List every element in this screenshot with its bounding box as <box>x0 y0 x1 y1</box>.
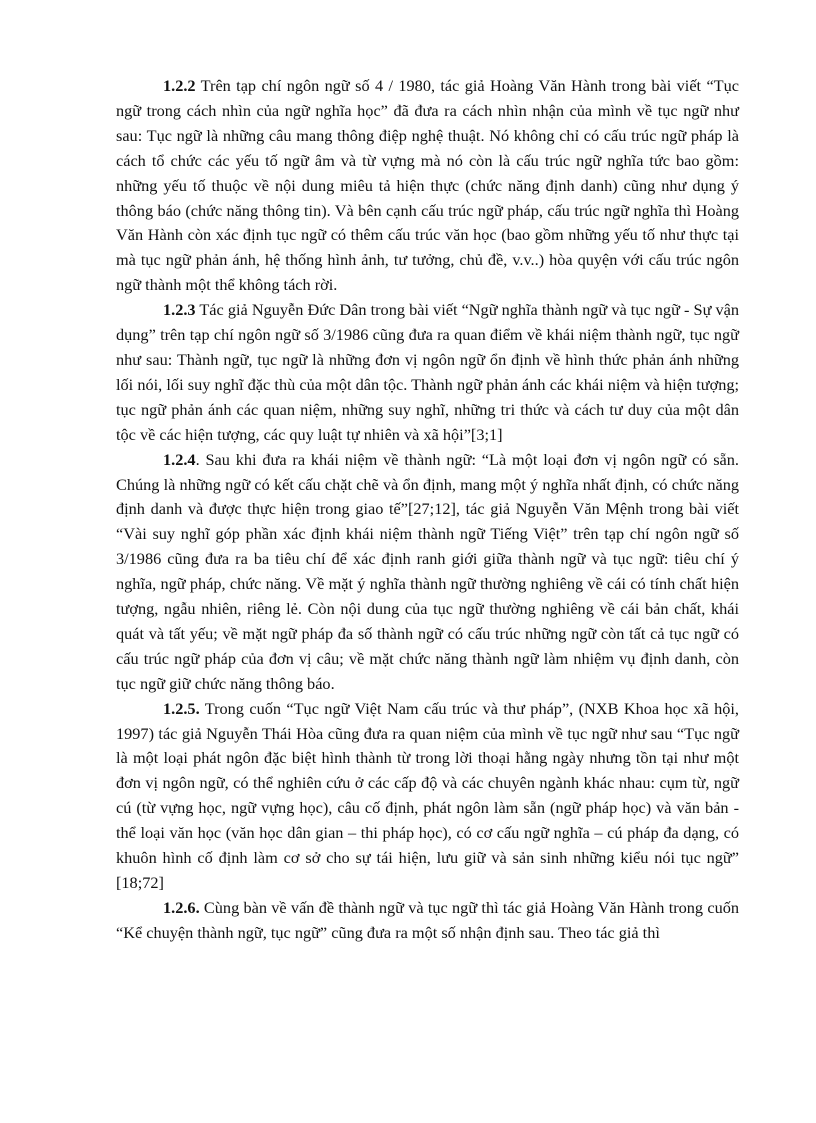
section-number: 1.2.2 <box>163 76 196 95</box>
paragraph-1-2-2 <box>116 74 739 298</box>
section-number: 1.2.3 <box>163 300 196 320</box>
paragraph-text: Trên tạp chí ngôn ngữ số 4 / 1980, tác giả Hoàng Văn Hành trong bài viết “Tục ngữ trong cách nhìn của ngữ nghĩa học” đã đưa ra cách nhìn nhận của mình về tục ngữ như sau: Tục ngữ là những câu mang thông điệp nghệ thuật. Nó không chỉ có cấu trúc ngữ pháp là cách tổ chức các yếu tố ngữ âm và từ vựng mà nó còn là cấu trúc ngữ nghĩa tức bao gồm: những yếu tố thuộc về nội dung miêu tả hiện thực (chức năng định danh) cũng như dụng ý thông báo (chức năng thông tin). Và bên cạnh cấu trúc ngữ pháp, cấu trúc ngữ nghĩa thì Hoàng Văn Hành còn xác định tục ngữ có thêm cấu trúc văn học (bao gồm những yếu tố như thực tại mà tục ngữ phản ánh, hệ thống hình ảnh, tư tưởng, chủ đề, v.v..) hòa quyện với cấu trúc ngôn ngữ thành một thể không tách rời. <box>116 76 739 295</box>
paragraph-1-2-4 <box>116 448 739 697</box>
section-number: 1.2.6. <box>163 897 200 917</box>
paragraph-text: Trong cuốn “Tục ngữ Việt Nam cấu trúc và thư pháp”, (NXB Khoa học xã hội, 1997) tác giả Nguyễn Thái Hòa cũng đưa ra quan niệm của mình về tục ngữ như sau “Tục ngữ là một loại phát ngôn đặc biệt hình thành từ trong lời thoại hằng ngày nhưng tồn tại như một đơn vị ngôn ngữ, có thể nghiên cứu ở các cấp độ và các chuyên ngành khác nhau: cụm từ, ngữ cú (từ vựng học, ngữ vựng học), câu cố định, phát ngôn làm sẵn (ngữ pháp học) và văn bản - thể loại văn học (văn học dân gian – thi pháp học), có cơ cấu ngữ nghĩa – cú pháp đa dạng, có khuôn hình cố định làm cơ sở cho sự tái hiện, lưu giữ và sản sinh những kiểu nói tục ngữ” [18;72] <box>116 698 739 892</box>
document-page <box>116 74 739 946</box>
section-number: 1.2.5. <box>163 698 200 718</box>
paragraph-text: Tác giả Nguyễn Đức Dân trong bài viết “Ngữ nghĩa thành ngữ và tục ngữ - Sự vận dụng” trên tạp chí ngôn ngữ số 3/1986 cũng đưa ra quan điểm về khái niệm thành ngữ, tục ngữ như sau: Thành ngữ, tục ngữ là những đơn vị ngôn ngữ ổn định về hình thức phản ánh những lối nói, lối suy nghĩ đặc thù của một dân tộc. Thành ngữ phản ánh các khái niệm và hiện tượng; tục ngữ phản ánh các quan niệm, những suy nghĩ, những tri thức và cách tư duy của một dân tộc về các hiện tượng, các quy luật tự nhiên và xã hội”[3;1] <box>116 300 739 444</box>
section-number: 1.2.4 <box>163 449 196 469</box>
paragraph-text: Cùng bàn về vấn đề thành ngữ và tục ngữ thì tác giả Hoàng Văn Hành trong cuốn “Kể chuyện thành ngữ, tục ngữ” cũng đưa ra một số nhận định sau. Theo tác giả thì <box>116 897 739 942</box>
paragraph-1-2-3 <box>116 298 739 447</box>
paragraph-1-2-5 <box>116 697 739 896</box>
paragraph-text: . Sau khi đưa ra khái niệm về thành ngữ: “Là một loại đơn vị ngôn ngữ có sẵn. Chúng là những ngữ có kết cấu chặt chẽ và ổn định, mang một ý nghĩa nhất định, có chức năng định danh và được thực hiện trong giao tế”[27;12], tác giả Nguyễn Văn Mệnh trong bài viết “Vài suy nghĩ góp phần xác định khái niệm thành ngữ Tiếng Việt” trên tạp chí ngôn ngữ số 3/1986 cũng đưa ra ba tiêu chí để xác định ranh giới giữa thành ngữ và tục ngữ: tiêu chí ý nghĩa, ngữ pháp, chức năng. Về mặt ý nghĩa thành ngữ thường nghiêng về cái có tính chất hiện tượng, ngẫu nhiên, riêng lẻ. Còn nội dung của tục ngữ thường nghiêng về cái bản chất, khái quát và tất yếu; về mặt ngữ pháp đa số thành ngữ có cấu trúc những ngữ còn tất cả tục ngữ có cấu trúc ngữ pháp của đơn vị câu; về mặt chức năng thành ngữ làm nhiệm vụ định danh, còn tục ngữ giữ chức năng thông báo. <box>116 449 739 693</box>
paragraph-1-2-6 <box>116 896 739 946</box>
